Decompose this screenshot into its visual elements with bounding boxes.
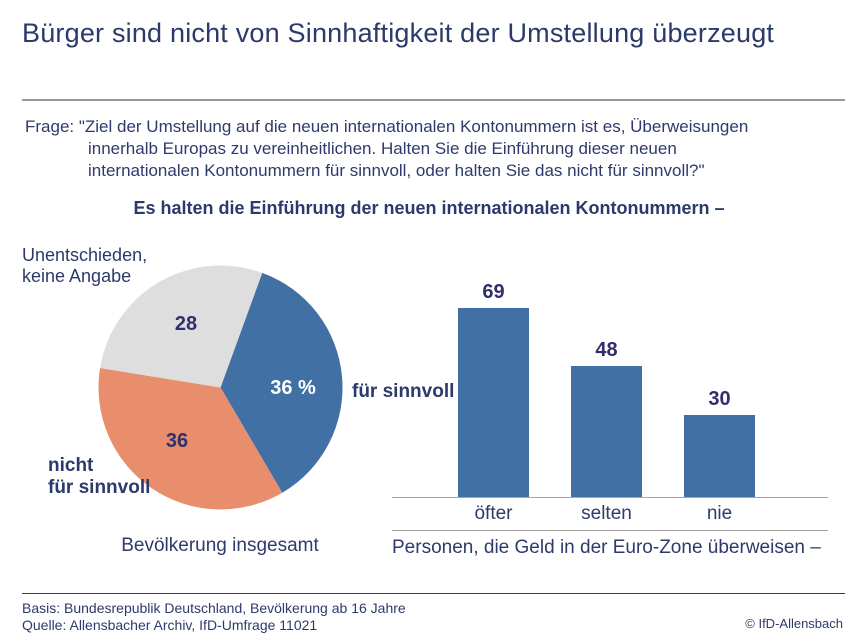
bar-value-label: 69 [482,281,505,303]
bar-category-label: selten [581,503,632,524]
bar-caption: Personen, die Geld in der Euro-Zone überweisen – [392,537,821,558]
bar-category-label: nie [706,503,733,524]
pie-value-label-sensible: 36 % [270,377,316,399]
chart-subtitle: Es halten die Einführung der neuen internationalen Kontonummern – [133,198,725,218]
bar-axis-baseline [392,497,828,498]
question-line-2: innerhalb Europas zu vereinheitlichen. Halten Sie die Einführung dieser neuen [88,139,677,158]
pie-label-undecided-line2: keine Angabe [22,266,132,286]
bar-column [458,281,529,497]
bar [571,366,642,497]
question-line-1: Frage: "Ziel der Umstellung auf die neuen internationalen Kontonummern ist es, Überweisungen [25,117,749,136]
bar-category-label: öfter [474,503,513,524]
bar [684,415,755,497]
bar-axis-bottom-line [392,530,828,531]
pie-label-not-sensible-line2: für sinnvoll [48,477,151,498]
footer-copyright: © IfD-Allensbach [745,616,843,631]
pie-label-sensible: für sinnvoll [352,381,455,402]
bar-value-label: 30 [708,388,731,410]
question-text [25,116,840,182]
title-divider [22,99,845,101]
page-title: Bürger sind nicht von Sinnhaftigkeit der Umstellung überzeugt [22,18,775,48]
footer-source: Quelle: Allensbacher Archiv, IfD-Umfrage 11021 [22,617,318,633]
question-line-3: internationalen Kontonummern für sinnvoll, oder halten Sie das nicht für sinnvoll?" [88,161,705,180]
bar-column [571,339,642,497]
bar-column [684,388,755,497]
pie-label-not-sensible [48,455,150,499]
bar-category-labels [458,503,755,525]
pie-label-not-sensible-line1: nicht [48,455,94,476]
pie-caption: Bevölkerung insgesamt [121,535,319,556]
pie-label-undecided [22,245,147,287]
pie-value-label-undecided: 28 [174,313,198,335]
bar-chart [458,278,755,497]
bar [458,308,529,497]
footer-divider [22,593,845,594]
bar-value-label: 48 [595,339,618,361]
footer-basis: Basis: Bundesrepublik Deutschland, Bevölkerung ab 16 Jahre [22,600,406,616]
pie-value-label-not-sensible: 36 [165,430,189,452]
pie-label-undecided-line1: Unentschieden, [22,245,148,265]
